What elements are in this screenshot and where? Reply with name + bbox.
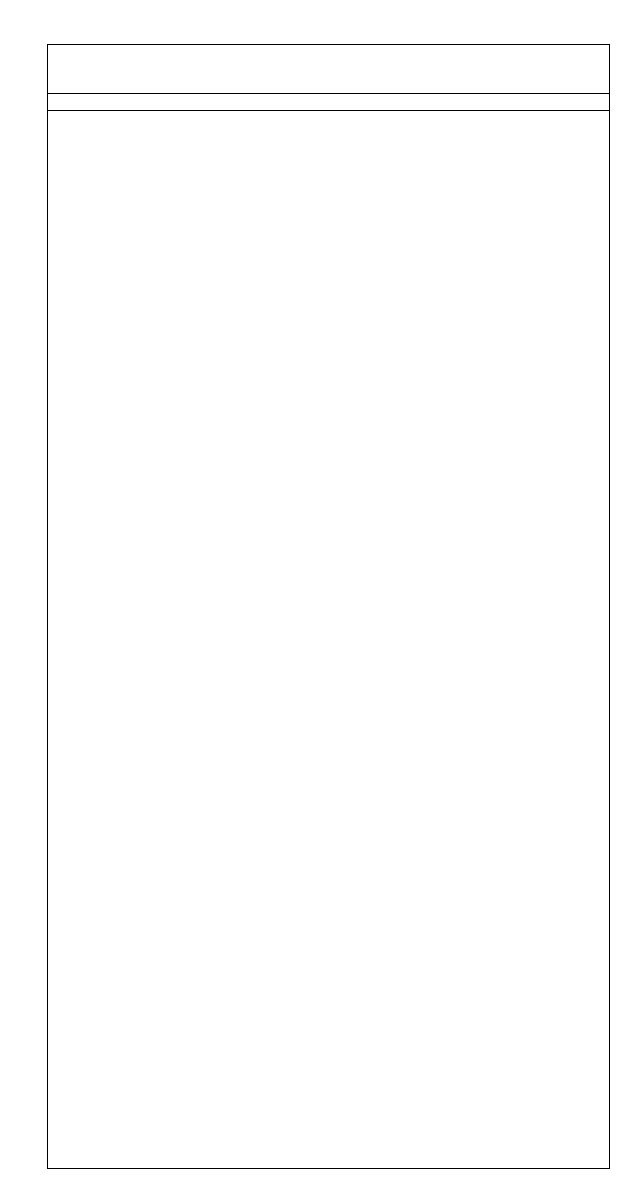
header-row-to <box>48 79 609 94</box>
form-frame <box>47 44 610 1169</box>
header-row-project <box>48 94 609 111</box>
